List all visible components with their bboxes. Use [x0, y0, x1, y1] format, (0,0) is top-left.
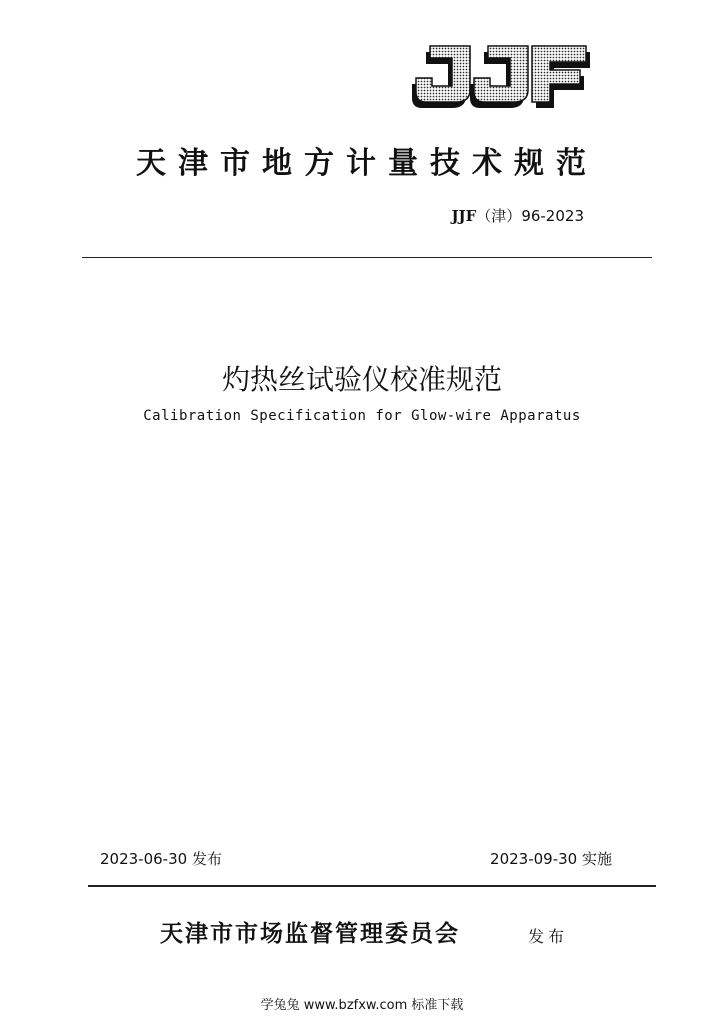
logo-letter-j2 — [470, 46, 528, 108]
doc-code-prefix: JJF — [451, 207, 477, 225]
document-code — [451, 205, 584, 226]
publisher-name: 天津市市场监督管理委员会 — [160, 920, 460, 947]
watermark-footer: 学兔兔 www.bzfxw.com 标准下载 — [260, 998, 464, 1013]
effective-date: 2023-09-30 实施 — [490, 850, 612, 868]
issue-date: 2023-06-30 发布 — [100, 850, 222, 868]
footer-divider — [88, 885, 656, 887]
logo-letter-f — [532, 46, 590, 108]
jjf-logo — [408, 44, 592, 112]
document-title-cn: 灼热丝试验仪校准规范 — [221, 363, 502, 396]
header-divider — [82, 257, 652, 258]
doc-code-region: （津） — [476, 207, 522, 225]
publish-label: 发布 — [528, 927, 569, 946]
spec-series-title: 天津市地方计量技术规范 — [136, 146, 598, 181]
logo-letter-j1 — [412, 46, 470, 108]
doc-code-number: 96-2023 — [521, 207, 584, 225]
document-title-en: Calibration Specification for Glow-wire Apparatus — [143, 408, 581, 424]
